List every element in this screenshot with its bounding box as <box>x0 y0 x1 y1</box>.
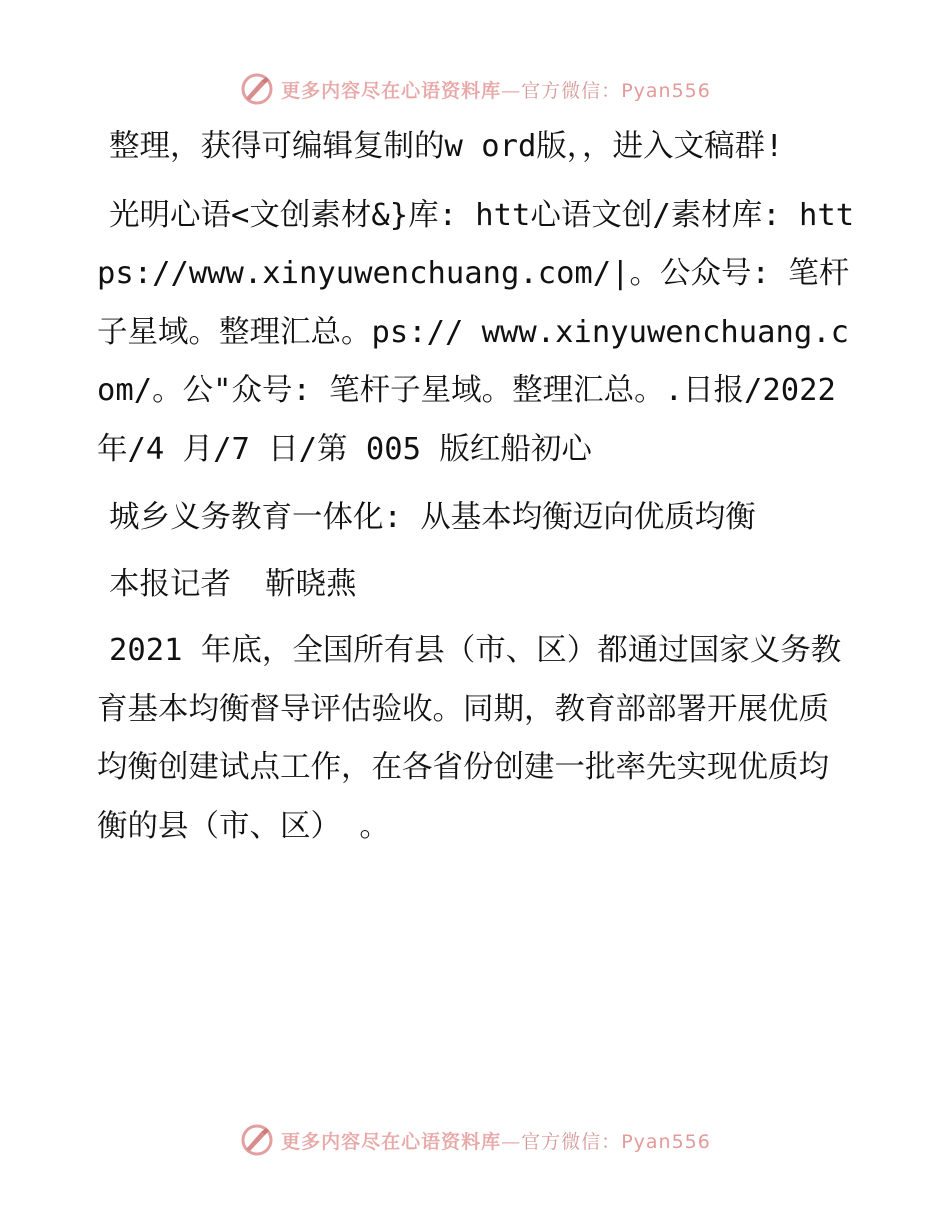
intro-paragraph: 整理，获得可编辑复制的w ord版，，进入文稿群! <box>109 129 784 164</box>
pen-circle-logo-icon <box>239 71 275 107</box>
document-body <box>97 118 857 866</box>
article-paragraph: 2021 年底，全国所有县（市、区）都通过国家义务教育基本均衡督导评估验收。同期，教育部部署开展优质均衡创建试点工作，在各省份创建一批率先实现优质均衡的县（市、区） 。 <box>97 633 842 844</box>
byline <box>97 556 857 615</box>
source-paragraph: 光明心语<文创素材&}库: htt心语文创/素材库: https://www.xinyuwenchuang.com/|。公众号: 笔杆子星域。整理汇总。ps:// www.xinyuwenchuang.com/。公"众号: 笔杆子星域。整理汇总。.日报/2022 年/4 月/7 日/第 005 版红船初心 <box>97 197 855 467</box>
header-watermark <box>0 69 950 109</box>
pen-circle-logo-icon <box>239 1122 275 1158</box>
byline-label: 本报记者 <box>109 566 231 602</box>
article-headline: 城乡义务教育一体化: 从基本均衡迈向优质均衡 <box>109 500 756 535</box>
watermark-text: 更多内容尽在心语资料库—官方微信：Pyan556 <box>281 79 711 102</box>
footer-watermark <box>0 1120 950 1160</box>
byline-name: 靳晓燕 <box>265 566 357 602</box>
watermark-text: 更多内容尽在心语资料库—官方微信：Pyan556 <box>281 1130 711 1153</box>
